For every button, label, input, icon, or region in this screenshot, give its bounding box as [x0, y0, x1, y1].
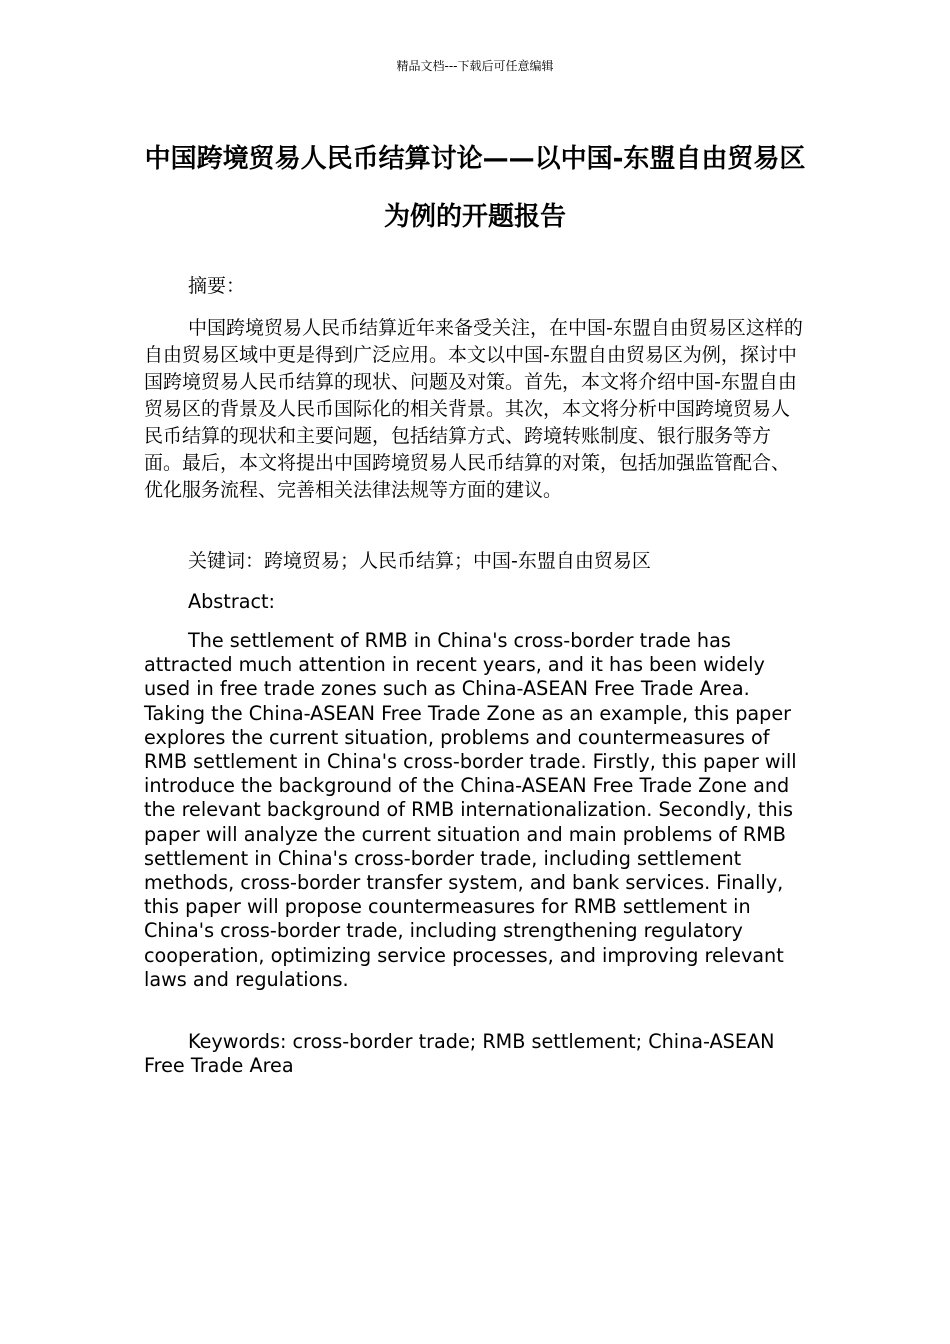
keywords-cn: 关键词：跨境贸易；人民币结算；中国-东盟自由贸易区 — [188, 550, 651, 572]
abstract-label-en: Abstract: — [188, 590, 276, 613]
abstract-body-cn: 中国跨境贸易人民币结算近年来备受关注，在中国-东盟自由贸易区这样的自由贸易区域中更是得到广泛应用。本文以中国-东盟自由贸易区为例，探讨中国跨境贸易人民币结算的现状、问题及对策。首先，本文将介绍中国-东盟自由贸易区的背景及人民币国际化的相关背景。其次，本文将分析中国跨境贸易人民币结算的现状和主要问题，包括结算方式、跨境转账制度、银行服务等方面。最后，本文将提出中国跨境贸易人民币结算的对策，包括加强监管配合、优化服务流程、完善相关法律法规等方面的建议。 — [144, 317, 803, 501]
document-title: 中国跨境贸易人民币结算讨论——以中国-东盟自由贸易区为例的开题报告 — [144, 144, 806, 232]
keywords-en: Keywords: cross-border trade; RMB settlement; China-ASEAN Free Trade Area — [144, 1030, 775, 1078]
abstract-label-cn: 摘要： — [188, 275, 246, 297]
header-note: 精品文档---下载后可任意编辑 — [396, 59, 554, 73]
abstract-body-en: The settlement of RMB in China's cross-border trade has attracted much attention in recent years, and it has been widely used in free trade zones such as China-ASEAN Free Trade Area. Taking the China-ASEAN Free Trade Zone as an example, this paper explores the current situation, problems and countermeasures of RMB settlement in China's cross-border trade. Firstly, this paper will introduce the background of the China-ASEAN Free Trade Zone and the relevant background of RMB internationalization. Secondly, this paper will analyze the current situation and main problems of RMB settlement in China's cross-border trade, including settlement methods, cross-border transfer system, and bank services. Finally, this paper will propose countermeasures for RMB settlement in China's cross-border trade, including strengthening regulatory cooperation, optimizing service processes, and improving relevant laws and regulations. — [144, 629, 797, 991]
